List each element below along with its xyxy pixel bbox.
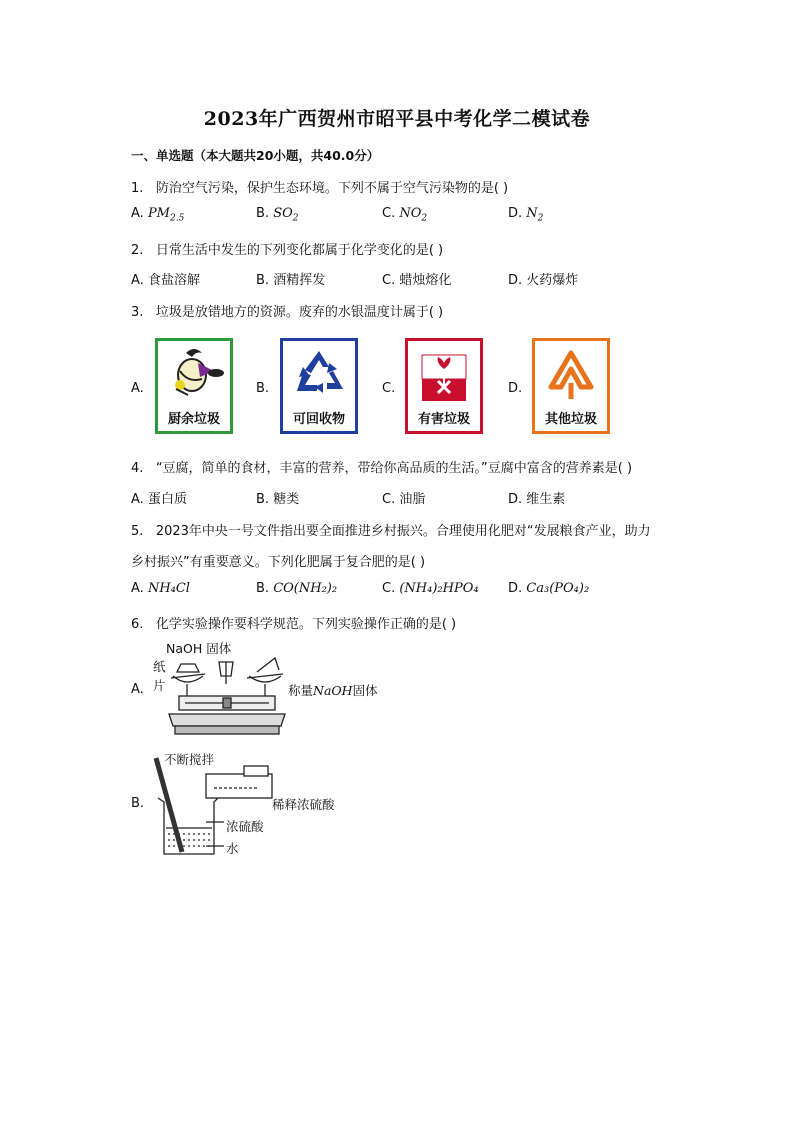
option-c: C. 蜡烛熔化 — [382, 273, 452, 288]
water-label: 水 — [226, 841, 239, 856]
question-1 — [131, 177, 508, 196]
option-d: D. 维生素 — [508, 492, 566, 507]
option-c-label: C. — [382, 381, 396, 396]
section-heading: 一、单选题（本大题共20小题，共40.0分） — [131, 148, 380, 163]
food-waste-bin — [155, 338, 233, 434]
bin-label: 有害垃圾 — [417, 412, 470, 427]
stir-label: 不断搅拌 — [164, 752, 215, 767]
option-b: B. 糖类 — [256, 492, 300, 507]
bin-label: 其他垃圾 — [544, 412, 597, 427]
recyclable-bin — [280, 338, 358, 434]
paper-label-2: 片 — [153, 678, 166, 693]
paper-label-1: 纸 — [153, 659, 166, 674]
option-c: C. (NH₄)₂HPO₄ — [382, 581, 479, 596]
other-waste-bin — [532, 338, 610, 434]
page-title: 2023年广西贺州市昭平县中考化学二模试卷 — [203, 108, 591, 130]
option-d: D. 火药爆炸 — [508, 273, 579, 288]
dilute-caption: 稀释浓硫酸 — [272, 797, 335, 812]
naoh-solid-label: NaOH 固体 — [166, 641, 232, 656]
option-b: B. CO(NH₂)₂ — [256, 581, 338, 596]
option-a: A. $PM_{2.5}$ — [131, 206, 185, 224]
option-b: B. $SO_2$ — [256, 206, 299, 224]
option-c: C. 油脂 — [382, 492, 426, 507]
food-waste-icon — [158, 343, 230, 405]
option-a: A. 蛋白质 — [131, 492, 187, 507]
option-b-label: B. — [256, 381, 270, 396]
option-d-label: D. — [508, 381, 523, 396]
question-text: 防治空气污染，保护生态环境。下列不属于空气污染物的是( ) — [155, 181, 509, 196]
hazardous-bin — [405, 338, 483, 434]
question-3: 3. 垃圾是放错地方的资源。废弃的水银温度计属于( ) — [131, 305, 444, 320]
option-d: D. Ca₃(PO₄)₂ — [508, 581, 590, 596]
recycle-icon — [283, 343, 355, 405]
question-number: 1. — [131, 181, 144, 196]
hazardous-icon — [408, 343, 480, 405]
option-a-label: A. — [131, 682, 144, 697]
dilution-illustration — [148, 756, 276, 860]
question-2: 2. 日常生活中发生的下列变化都属于化学变化的是( ) — [131, 243, 444, 258]
option-b-label: B. — [131, 796, 145, 811]
option-b: B. 酒精挥发 — [256, 273, 326, 288]
balance-illustration — [165, 654, 290, 738]
option-d: D. $N_2$ — [508, 206, 544, 224]
weighing-caption: 称量NaOH固体 — [288, 683, 378, 698]
option-a-label: A. — [131, 381, 144, 396]
bin-label: 厨余垃圾 — [167, 412, 220, 427]
question-5: 5. 2023年中央一号文件指出要全面推进乡村振兴。合理使用化肥对“发展粮食产业，助力 — [131, 524, 651, 539]
option-a: A. NH₄Cl — [131, 581, 190, 596]
other-waste-icon — [535, 343, 607, 405]
option-a: A. 食盐溶解 — [131, 273, 200, 288]
question-6: 6. 化学实验操作要科学规范。下列实验操作正确的是( ) — [131, 617, 457, 632]
acid-label: 浓硫酸 — [226, 819, 264, 834]
bin-label: 可回收物 — [292, 412, 345, 427]
question-5-line-2: 乡村振兴”有重要意义。下列化肥属于复合肥的是( ) — [131, 555, 426, 570]
option-c: C. $NO_2$ — [382, 206, 428, 224]
question-4: 4. “豆腐，简单的食材，丰富的营养，带给你高品质的生活。”豆腐中富含的营养素是( ) — [131, 461, 633, 476]
